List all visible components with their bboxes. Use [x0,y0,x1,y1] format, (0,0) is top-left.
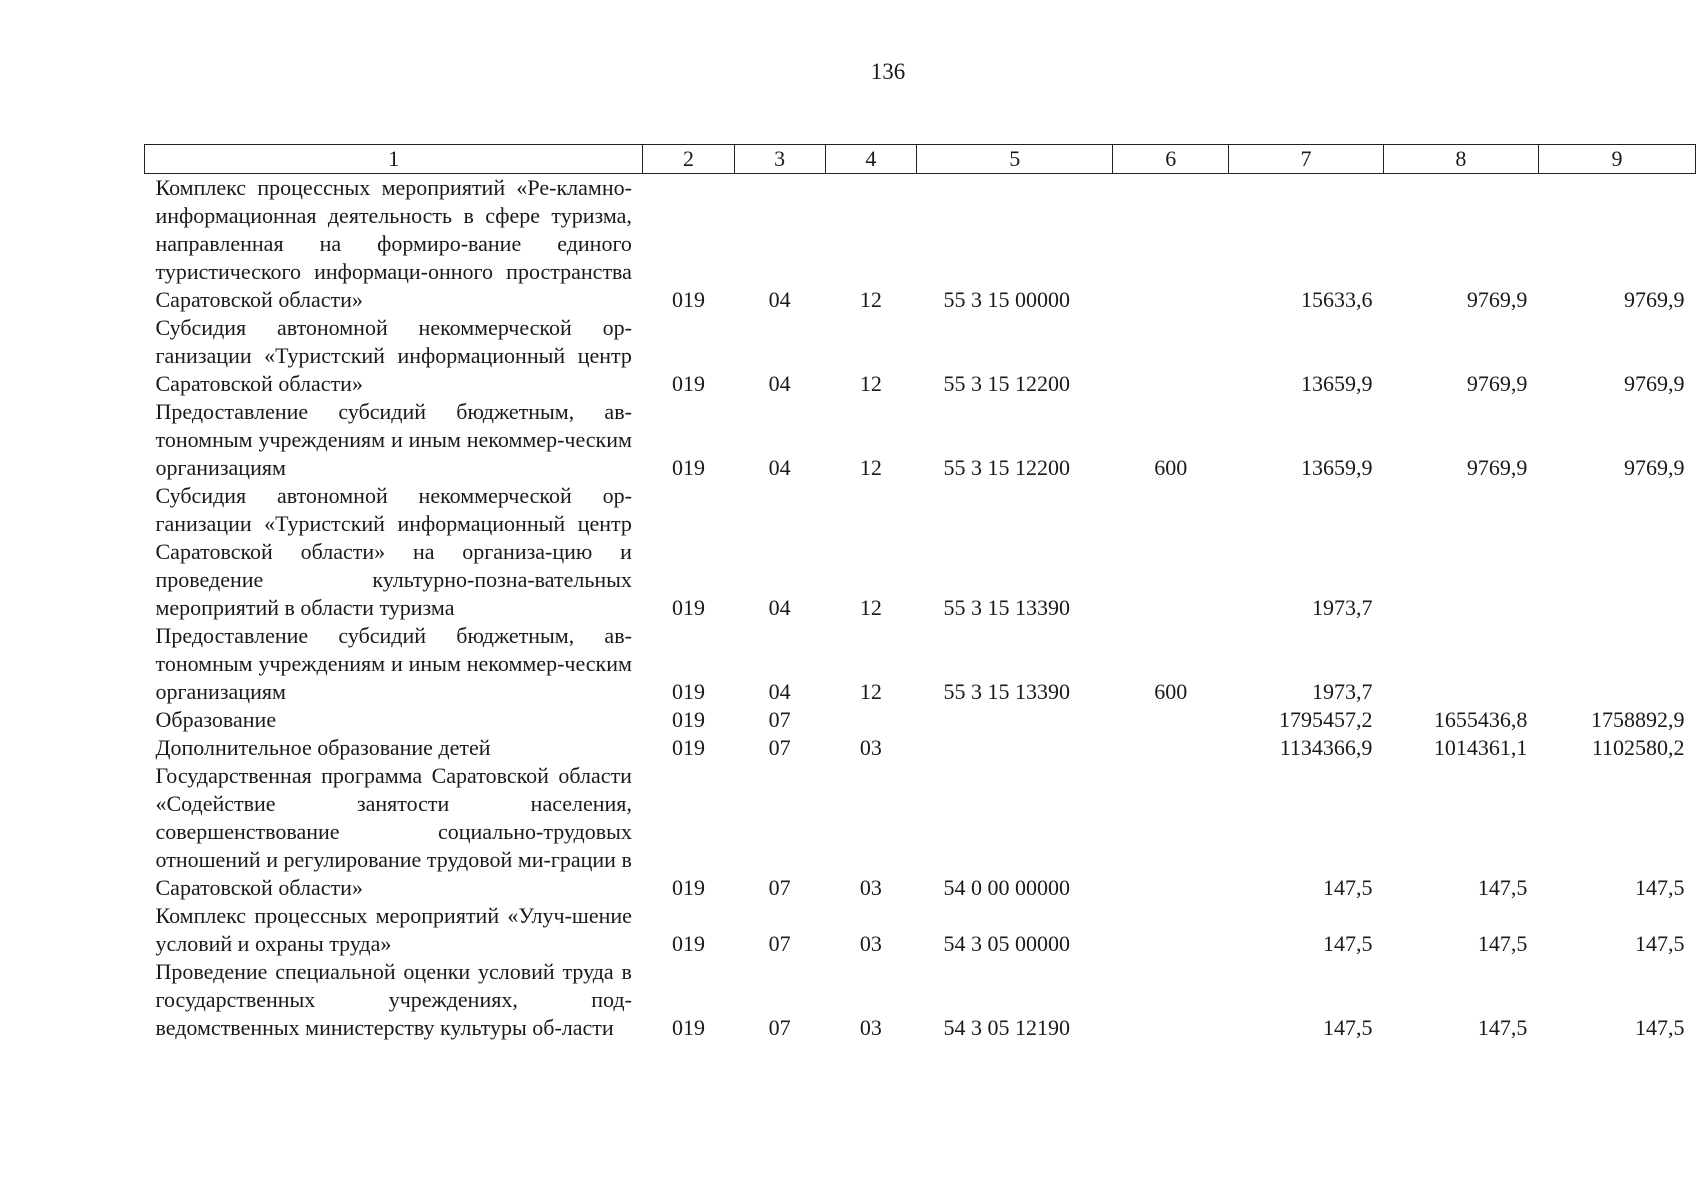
subsection-code: 12 [859,371,882,396]
value-col8: 147,5 [1477,875,1528,900]
target-code: 55 3 15 13390 [943,595,1070,620]
row-name: Субсидия автономной некоммерческой ор-ганизации «Туристский информационный центр Саратовской области» [155,315,632,396]
value-col9: 9769,9 [1624,287,1685,312]
value-col7: 13659,9 [1300,371,1373,396]
admin-code: 019 [672,707,705,732]
section-code: 04 [768,371,791,396]
subsection-code: 03 [859,735,882,760]
value-col7: 1134366,9 [1279,735,1373,760]
admin-code: 019 [672,931,705,956]
section-code: 04 [768,595,791,620]
row-name: Предоставление субсидий бюджетным, ав-тономным учреждениям и иным некоммер-ческим организациям [155,399,632,480]
header-cell: 1 [145,145,643,174]
subsection-code: 12 [859,595,882,620]
value-col8: 147,5 [1477,1015,1528,1040]
target-code: 54 0 00 00000 [943,875,1070,900]
type-code [1113,314,1228,398]
value-col8 [1383,482,1538,622]
value-col9: 1758892,9 [1591,707,1685,732]
section-code: 07 [768,931,791,956]
value-col7: 147,5 [1322,931,1373,956]
header-cell: 9 [1538,145,1695,174]
admin-code: 019 [672,595,705,620]
target-code: 55 3 15 12200 [943,455,1070,480]
header-cell: 2 [643,145,734,174]
table-row [145,734,1696,762]
section-code: 07 [768,1015,791,1040]
table-row [145,398,1696,482]
table-row [145,902,1696,958]
subsection-code: 03 [859,931,882,956]
target-code: 55 3 15 13390 [943,679,1070,704]
section-code: 07 [768,875,791,900]
row-name: Дополнительное образование детей [155,735,491,760]
budget-table [144,144,1696,1042]
page-number: 136 [870,59,906,84]
value-col8: 9769,9 [1466,455,1528,480]
value-col8: 9769,9 [1466,371,1528,396]
header-cell: 8 [1383,145,1538,174]
type-code [1113,762,1228,902]
table-row [145,958,1696,1042]
subsection-code: 12 [859,455,882,480]
value-col9: 147,5 [1635,931,1685,956]
value-col8: 1655436,8 [1433,707,1528,732]
section-code: 04 [768,287,791,312]
header-cell: 4 [825,145,916,174]
admin-code: 019 [672,1015,705,1040]
type-code [1113,958,1228,1042]
row-name: Предоставление субсидий бюджетным, ав-тономным учреждениям и иным некоммер-ческим организациям [155,623,632,704]
value-col9: 9769,9 [1624,371,1685,396]
table-row [145,482,1696,622]
table-row [145,622,1696,706]
subsection-code: 03 [859,1015,882,1040]
section-code: 07 [768,707,791,732]
row-name: Комплекс процессных мероприятий «Улуч-шение условий и охраны труда» [155,903,632,956]
type-code: 600 [1154,455,1188,480]
subsection-code: 12 [859,679,882,704]
header-cell: 6 [1113,145,1228,174]
value-col8: 147,5 [1477,931,1528,956]
type-code [1113,734,1228,762]
section-code: 04 [768,455,791,480]
admin-code: 019 [672,455,705,480]
subsection-code [825,706,916,734]
target-code: 55 3 15 00000 [943,287,1070,312]
row-name: Проведение специальной оценки условий труда в государственных учреждениях, под-ведомственных министерству культуры об-ласти [155,959,632,1040]
table-row [145,762,1696,902]
header-row [145,145,1696,174]
table-row [145,706,1696,734]
subsection-code: 12 [859,287,882,312]
target-code: 54 3 05 00000 [943,931,1070,956]
value-col7: 1973,7 [1311,679,1373,704]
value-col9: 1102580,2 [1591,735,1685,760]
value-col8: 9769,9 [1466,287,1528,312]
value-col9 [1538,482,1695,622]
admin-code: 019 [672,287,705,312]
section-code: 07 [768,735,791,760]
table-row [145,314,1696,398]
admin-code: 019 [672,679,705,704]
type-code [1113,902,1228,958]
table-row [145,174,1696,315]
subsection-code: 03 [859,875,882,900]
value-col8 [1383,622,1538,706]
section-code: 04 [768,679,791,704]
target-code: 54 3 05 12190 [943,1015,1070,1040]
target-code: 55 3 15 12200 [943,371,1070,396]
header-cell: 7 [1228,145,1383,174]
type-code: 600 [1154,679,1188,704]
value-col7: 1795457,2 [1278,707,1373,732]
row-name: Комплекс процессных мероприятий «Ре-кламно-информационная деятельность в сфере туризма, направленная на формиро-вание единого туристического информаци-онного пространства Саратовской области» [155,175,632,312]
row-name: Образование [155,707,277,732]
value-col7: 1973,7 [1311,595,1373,620]
admin-code: 019 [672,735,705,760]
type-code [1113,174,1228,315]
value-col9: 9769,9 [1624,455,1685,480]
admin-code: 019 [672,875,705,900]
header-cell: 3 [734,145,825,174]
header-cell: 5 [916,145,1113,174]
value-col8: 1014361,1 [1433,735,1528,760]
value-col9: 147,5 [1635,875,1685,900]
type-code [1113,706,1228,734]
target-code [916,734,1113,762]
value-col9 [1538,622,1695,706]
admin-code: 019 [672,371,705,396]
value-col9: 147,5 [1635,1015,1685,1040]
row-name: Государственная программа Саратовской области «Содействие занятости населения, совершенствование социально-трудовых отношений и регулирование трудовой ми-грации в Саратовской области» [155,763,632,900]
value-col7: 15633,6 [1300,287,1373,312]
value-col7: 147,5 [1322,1015,1373,1040]
type-code [1113,482,1228,622]
value-col7: 147,5 [1322,875,1373,900]
target-code [916,706,1113,734]
row-name: Субсидия автономной некоммерческой ор-ганизации «Туристский информационный центр Саратовской области» на организа-цию и проведение культурно-позна-вательных мероприятий в области туризма [155,483,632,620]
value-col7: 13659,9 [1300,455,1373,480]
